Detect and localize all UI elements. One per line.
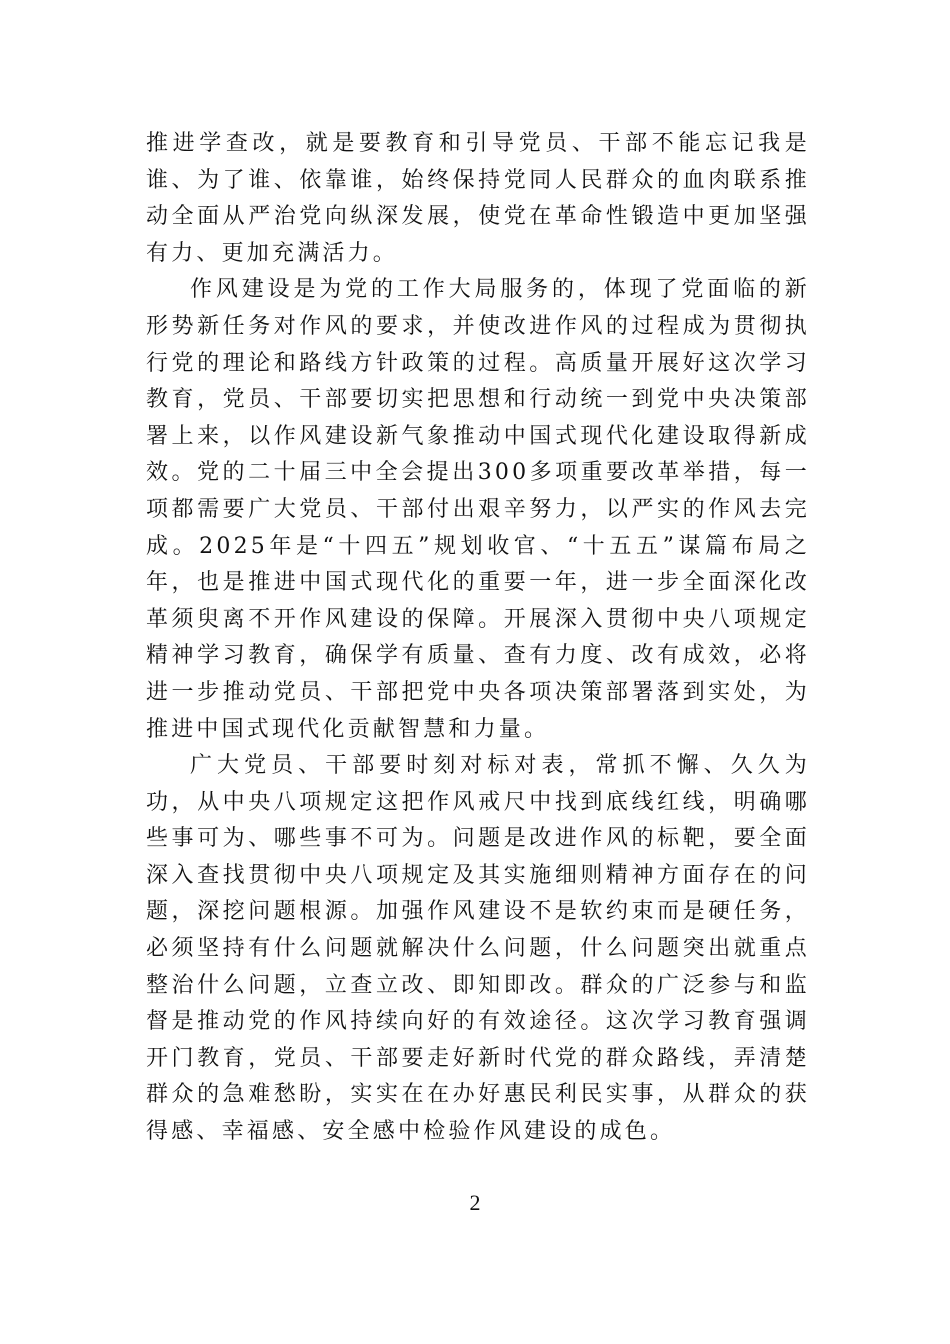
paragraph-2: 作风建设是为党的工作大局服务的，体现了党面临的新形势新任务对作风的要求，并使改进作风的过程成为贯彻执行党的理论和路线方针政策的过程。高质量开展好这次学习教育，党员、干部要切实把思想和行动统一到党中央决策部署上来，以作风建设新气象推动中国式现代化建设取得新成效。党的二十届三中全会提出300多项重要改革举措，每一项都需要广大党员、干部付出艰辛努力，以严实的作风去完成。2025年是“十四五”规划收官、“十五五”谋篇布局之年，也是推进中国式现代化的重要一年，进一步全面深化改革须臾离不开作风建设的保障。开展深入贯彻中央八项规定精神学习教育，确保学有质量、查有力度、改有成效，必将进一步推动党员、干部把党中央各项决策部署落到实处，为推进中国式现代化贡献智慧和力量。 (146, 277, 810, 742)
paragraph-3: 广大党员、干部要时刻对标对表，常抓不懈、久久为功，从中央八项规定这把作风戒尺中找到底线红线，明确哪些事可为、哪些事不可为。问题是改进作风的标靶，要全面深入查找贯彻中央八项规定及其实施细则精神方面存在的问题，深挖问题根源。加强作风建设不是软约束而是硬任务，必须坚持有什么问题就解决什么问题，什么问题突出就重点整治什么问题，立查立改、即知即改。群众的广泛参与和监督是推动党的作风持续向好的有效途径。这次学习教育强调开门教育，党员、干部要走好新时代党的群众路线，弄清楚群众的急难愁盼，实实在在办好惠民利民实事，从群众的获得感、幸福感、安全感中检验作风建设的成色。 (146, 753, 810, 1145)
page-number: 2 (469, 1190, 481, 1215)
body-text (146, 126, 810, 1151)
paragraph-1: 推进学查改，就是要教育和引导党员、干部不能忘记我是谁、为了谁、依靠谁，始终保持党同人民群众的血肉联系推动全面从严治党向纵深发展，使党在革命性锻造中更加坚强有力、更加充满活力。 (146, 131, 810, 266)
